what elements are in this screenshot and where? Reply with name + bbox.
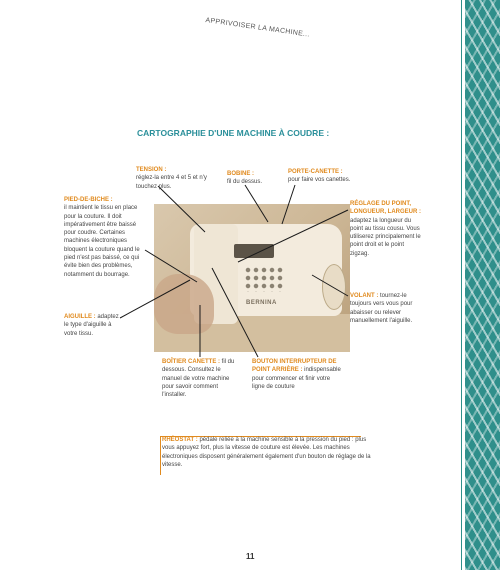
label-aiguille-text: adaptez le type d'aiguille à votre tissu. <box>64 314 119 337</box>
label-reglage-keyword: RÉGLAGE DU POINT, LONGUEUR, LARGEUR : <box>350 201 421 216</box>
label-bouton-arriere-keyword: BOUTON INTERRUPTEUR DE POINT ARRIÈRE : <box>252 359 337 374</box>
machine-buttons-shape <box>244 266 284 292</box>
label-tension <box>136 166 216 191</box>
label-boitier-canette <box>162 358 238 399</box>
label-volant-keyword: VOLANT : <box>350 293 379 299</box>
label-aiguille <box>64 313 124 338</box>
label-reglage-text: adaptez la longueur du point au tissu cousu. Vous utiliserez principalement le point droit et le point zigzag. <box>350 217 421 257</box>
sewing-machine-photo <box>154 204 350 352</box>
label-tension-keyword: TENSION : <box>136 167 167 173</box>
label-aiguille-keyword: AIGUILLE : <box>64 314 96 320</box>
rheostat-text: pédale reliée à la machine sensible à la pression du pied : plus vous appuyez fort, plus la vitesse de couture est élevée. Les machines électroniques disposent généralement également d'un bouton de réglage de la vitesse. <box>162 437 371 468</box>
label-bouton-arriere-text: indispensable pour commencer et finir votre ligne de couture <box>252 367 341 390</box>
label-bobine <box>227 170 282 187</box>
label-tension-text: réglez-la entre 4 et 5 et n'y touchez plus. <box>136 175 207 190</box>
machine-brand-label: BERNINA <box>246 300 277 306</box>
label-pied-de-biche <box>64 196 146 279</box>
label-volant <box>350 292 416 325</box>
decorative-leaf-pattern <box>465 0 500 570</box>
section-title: CARTOGRAPHIE D'UNE MACHINE À COUDRE : <box>137 128 330 138</box>
hands-shape <box>154 274 214 334</box>
label-porte-canette-keyword: PORTE-CANETTE : <box>288 169 343 175</box>
label-reglage <box>350 200 422 258</box>
label-porte-canette <box>288 168 378 185</box>
label-bouton-arriere <box>252 358 342 391</box>
label-boitier-canette-text: fil du dessous. Consultez le manuel de votre machine pour savoir comment l'installer. <box>162 359 235 399</box>
label-porte-canette-text: pour faire vos canettes. <box>288 177 351 184</box>
label-bobine-text: fil du dessus. <box>227 179 263 186</box>
label-volant-text: tournez-le toujours vers vous pour abaisser ou relever manuellement l'aiguille. <box>350 293 413 324</box>
margin-rule <box>461 0 462 570</box>
label-pied-de-biche-keyword: PIED-DE-BICHE : <box>64 197 113 203</box>
rheostat-keyword: RHÉOSTAT : <box>162 437 198 443</box>
label-bobine-keyword: BOBINE : <box>227 171 254 177</box>
handwheel-shape <box>322 264 346 310</box>
label-boitier-canette-keyword: BOÎTIER CANETTE : <box>162 359 220 365</box>
machine-screen-shape <box>234 244 274 258</box>
label-pied-de-biche-text: il maintient le tissu en place pour la couture. Il doit impérativement être baissé pour coudre. Certaines machines électroniques bloquent la couture quand le pied n'est pas baissé, ce qui évite bien des problèmes, notamment du bourrage. <box>64 205 140 278</box>
page-number: 11 <box>246 552 255 561</box>
running-head: APPRIVOISER LA MACHINE... <box>205 17 311 39</box>
rheostat-note <box>162 436 372 469</box>
